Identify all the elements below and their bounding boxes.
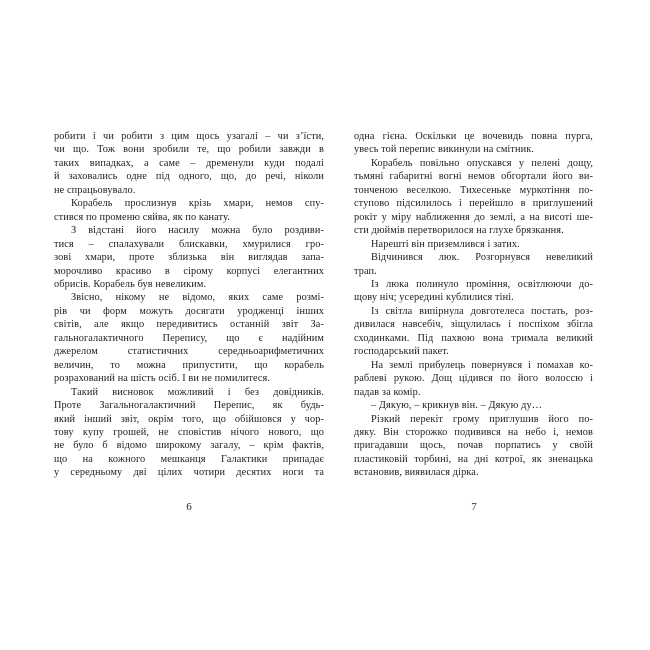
text-line: зові хмари, проте зблизька він виглядав запа- xyxy=(54,252,324,264)
text-line: Нарешті він приземлився і затих. xyxy=(371,238,520,250)
text-line: Такий висновок можливий і без довідників. xyxy=(71,386,324,398)
text-line: стився по променю сяйва, як по канату. xyxy=(54,211,230,223)
text-line: морочливо красиво в сірому корпусі елегантних xyxy=(54,265,324,277)
text-line: тися – спалахували блискавки, хмурилися гро- xyxy=(54,238,324,250)
text-line: ступово підсилилось і перейшло в приглушений xyxy=(354,198,593,210)
text-line: Із люка полинуло проміння, освітлюючи до- xyxy=(371,278,593,290)
text-line: сти дюймів перетворилося на глухе брязкання. xyxy=(354,225,564,237)
text-line: який інший звіт, окрім того, що обійшовся у чор- xyxy=(54,413,324,425)
text-line: раблеві рукою. Дощ цідився по його волоссю і xyxy=(354,373,593,385)
text-line: Різкий перекіт грому приглушив його по- xyxy=(371,413,593,425)
text-line: робити і чи робити з цим щось узагалі – чи з’їсти, xyxy=(54,131,324,142)
text-line: трап. xyxy=(354,265,377,277)
text-line: рів чи форм можуть досягати уродженці інших xyxy=(54,305,324,317)
text-line: господарський пакет. xyxy=(354,346,449,358)
text-line: джерелом статистичних середньоарифметичних xyxy=(54,346,324,358)
text-line: що на кожного мешканця Галактики припадає xyxy=(54,453,324,465)
text-line: дивилася навсебіч, зіщулилась і поспіхом збігла xyxy=(354,319,593,331)
text-line: розрахований на шість осіб. І ви не помилитеся. xyxy=(54,373,271,385)
text-line: одна гієна. Оскільки це вочевидь повна пурга, xyxy=(354,131,593,142)
text-line: світів, але якщо передивитись останній звіт За- xyxy=(54,319,324,331)
text-line: – Дякую, – крикнув він. – Дякую ду… xyxy=(371,400,543,412)
text-line: тонченою веселкою. Тихесеньке муркотіння по- xyxy=(354,184,593,196)
text-line: гальногалактичного Перепису, що є надійним xyxy=(54,332,324,344)
page-right-text xyxy=(354,130,593,480)
text-line: Відчинився люк. Розгорнувся невеликий xyxy=(371,252,593,264)
text-line: у середньому дві цілих чотири десятих ноги та xyxy=(54,467,324,479)
text-line: сходинками. Під пахвою вона тримала великий xyxy=(354,332,593,344)
text-line: Із світла випірнула довготелеса постать, роз- xyxy=(371,305,593,317)
page-number-right: 7 xyxy=(471,501,477,513)
text-line: чи що. Тож вони зробили те, що робили завжди в xyxy=(54,144,324,156)
text-line: На землі прибулець повернувся і помахав ко- xyxy=(371,359,593,371)
text-line: падав за комір. xyxy=(354,386,421,398)
text-line: дяку. Він сторожко подивився на небо і, немов xyxy=(354,426,593,438)
text-line: увесь той перепис викинули на смітник. xyxy=(354,144,534,156)
text-line: щову ніч; усередині кублилися тіні. xyxy=(354,292,514,304)
page-number-left: 6 xyxy=(186,501,192,513)
text-line: не спрацьовувало. xyxy=(54,184,136,196)
text-line: З відстані його насилу можна було роздиви- xyxy=(71,225,324,237)
text-line: величин, то можна припустити, що корабель xyxy=(54,359,324,371)
text-line: таких випадках, а саме – дременули куди подалі xyxy=(54,157,324,169)
text-line: Проте Загальногалактичний Перепис, як будь- xyxy=(54,400,324,412)
text-line: Корабель прослизнув крізь хмари, немов спу- xyxy=(71,198,324,210)
text-line: й заховались одне під одного, що, до речі, ніколи xyxy=(54,171,324,183)
text-line: встановив, виявилася дірка. xyxy=(354,467,479,479)
text-line: тьмяні габаритні вогні немов обгортали його ви- xyxy=(354,171,593,183)
text-line: рокіт у міру наближення до землі, а на висоті ше- xyxy=(354,211,593,223)
text-line: обрисів. Корабель був невеликим. xyxy=(54,278,207,290)
text-line: пригадавши щось, почав порпатись у своїй xyxy=(354,440,593,452)
page-right xyxy=(325,0,650,650)
text-line: Корабель повільно опускався у пелені дощу, xyxy=(371,157,593,169)
page-left-text xyxy=(54,130,324,480)
text-line: пластиковій торбині, на дні котрої, як зненацька xyxy=(354,453,593,465)
text-line: тову купу грошей, не сповістив нічого нового, що xyxy=(54,426,324,438)
text-line: Звісно, нікому не відомо, яких саме розмі- xyxy=(71,292,324,304)
text-line: не було б відомо широкому загалу, – крім фактів, xyxy=(54,440,324,452)
